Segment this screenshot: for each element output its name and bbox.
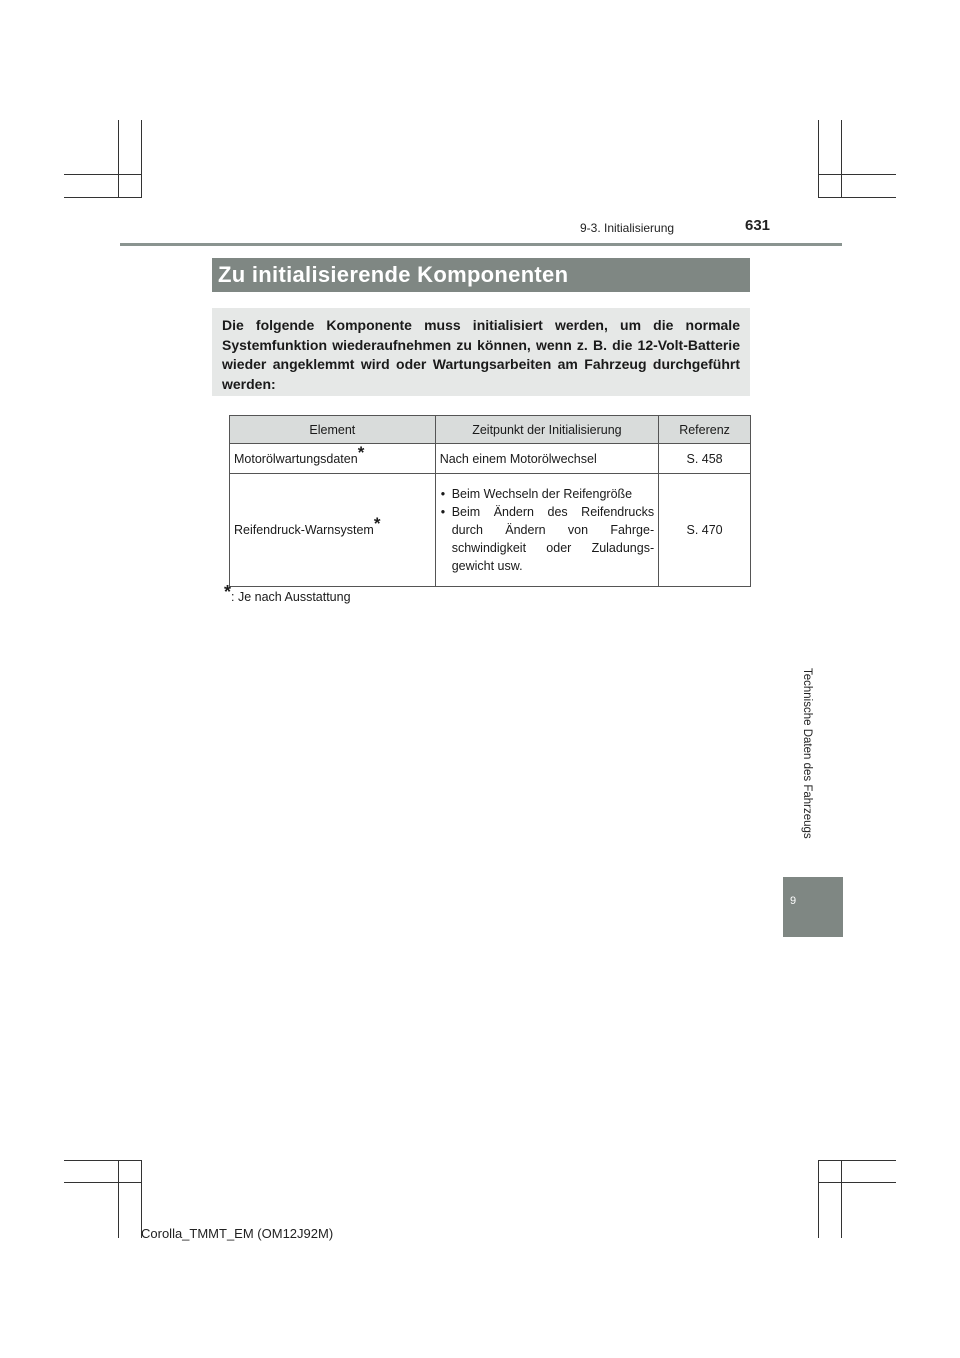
- element-name: Motorölwartungsdaten: [234, 451, 358, 466]
- timing-cell: Nach einem Motorölwechsel: [435, 444, 658, 474]
- components-table: [229, 415, 751, 587]
- reference-cell: S. 470: [659, 474, 751, 587]
- timing-list: [440, 485, 654, 575]
- list-item: • Beim Wechseln der Reifengröße: [440, 485, 654, 503]
- crop-mark: [841, 1160, 842, 1238]
- footnote: [224, 582, 351, 604]
- reference-cell: S. 458: [659, 444, 751, 474]
- chapter-label: Technische Daten des Fahrzeugs: [801, 668, 813, 839]
- intro-paragraph: Die folgende Komponente muss initialisiert werden, um die normale Systemfunktion wiederaufnehmen zu können, wenn z. B. die 12-Volt-Batterie wieder angeklemmt wird oder Wartungsarbeiten am Fahrzeug durchgeführt werden:: [212, 308, 750, 396]
- header-rule: [120, 243, 842, 246]
- crop-mark: [64, 174, 142, 175]
- page-title: Zu initialisierende Komponenten: [212, 258, 750, 292]
- element-cell: [230, 474, 436, 587]
- chapter-tab: [783, 877, 843, 937]
- footnote-mark: *: [224, 582, 232, 602]
- crop-mark: [64, 197, 142, 198]
- crop-mark: [64, 1160, 142, 1161]
- crop-mark: [818, 1182, 896, 1183]
- crop-mark: [64, 1182, 142, 1183]
- timing-cell: [435, 474, 658, 587]
- footnote-text: : Je nach Ausstattung: [231, 590, 351, 604]
- crop-mark: [141, 120, 142, 198]
- chapter-number: 9: [790, 895, 797, 907]
- crop-mark: [818, 174, 896, 175]
- column-header: Referenz: [659, 416, 751, 444]
- table-row: [230, 474, 751, 587]
- element-cell: [230, 444, 436, 474]
- footnote-mark: *: [373, 514, 381, 533]
- section-heading: 9-3. Initialisierung: [580, 221, 675, 235]
- crop-mark: [118, 1160, 119, 1238]
- footer-document-id: Corolla_TMMT_EM (OM12J92M): [141, 1226, 334, 1241]
- crop-mark: [818, 197, 896, 198]
- list-item: • Beim Ändern des Reifendrucks durch Ändern von Fahrgeschwindigkeit oder Zuladungsgewicht usw.: [440, 503, 654, 575]
- column-header: Zeitpunkt der Initialisierung: [435, 416, 658, 444]
- table-header-row: [230, 416, 751, 444]
- footnote-mark: *: [357, 442, 365, 462]
- crop-mark: [841, 120, 842, 198]
- page-number: 631: [745, 217, 771, 234]
- table-row: [230, 444, 751, 474]
- crop-mark: [818, 120, 819, 198]
- crop-mark: [818, 1160, 896, 1161]
- element-name: Reifendruck-Warnsystem: [234, 523, 374, 537]
- crop-mark: [818, 1160, 819, 1238]
- crop-mark: [118, 120, 119, 198]
- column-header: Element: [230, 416, 436, 444]
